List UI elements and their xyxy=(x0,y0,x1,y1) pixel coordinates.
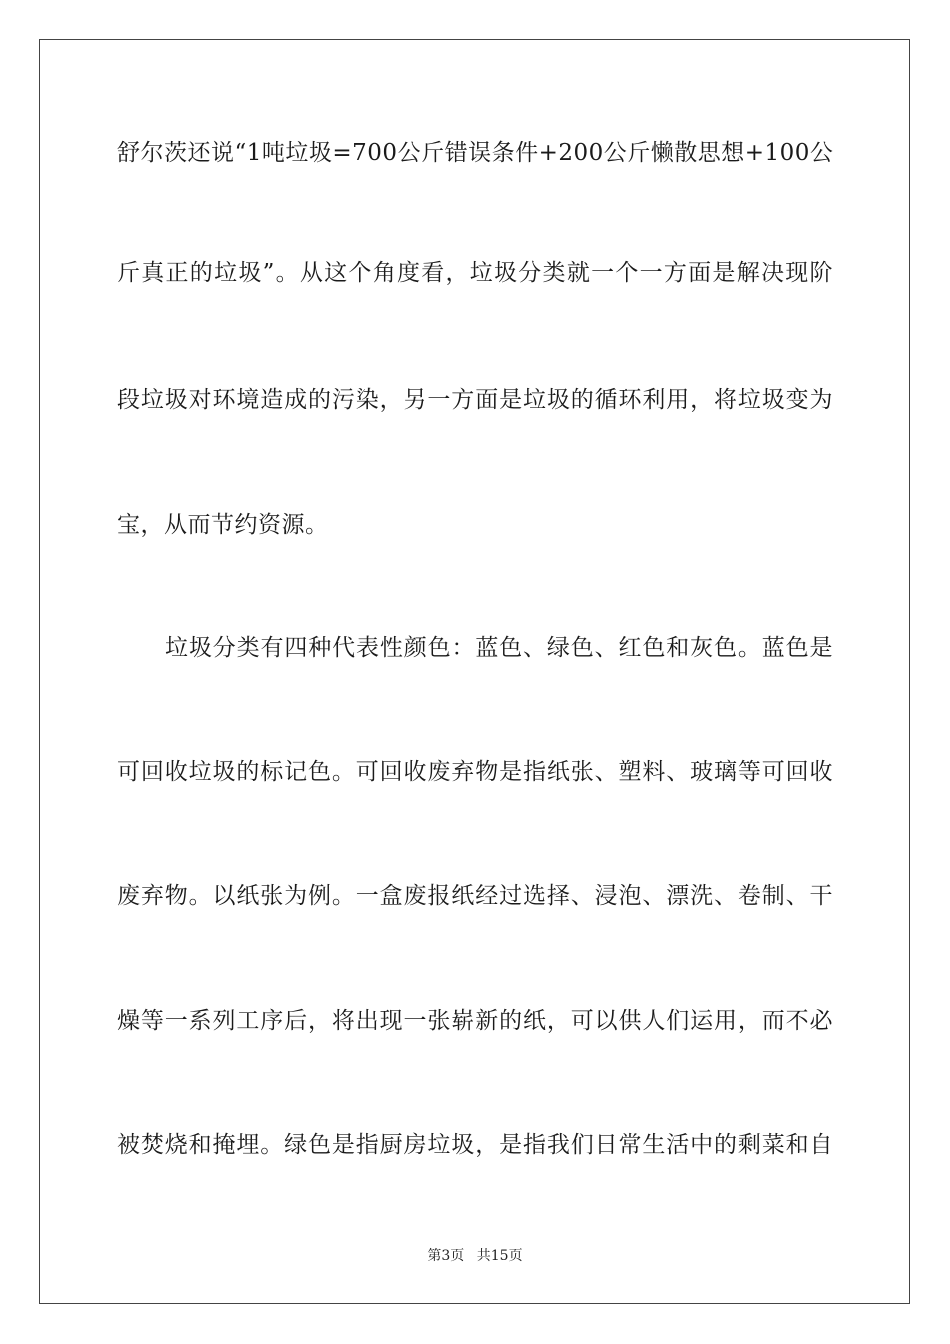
paragraph-1-line-1: 舒尔茨还说“1吨垃圾=700公斤错误条件+200公斤懒散思想+100公 xyxy=(117,140,834,166)
paragraph-1-line-4: 宝，从而节约资源。 xyxy=(117,512,329,538)
paragraph-2-line-4: 燥等一系列工序后，将出现一张崭新的纸，可以供人们运用，而不必 xyxy=(117,1008,833,1034)
page-number: 第3页 xyxy=(427,1248,465,1264)
paragraph-2-line-1: 垃圾分类有四种代表性颜色：蓝色、绿色、红色和灰色。蓝色是 xyxy=(165,635,833,661)
paragraph-2-line-2: 可回收垃圾的标记色。可回收废弃物是指纸张、塑料、玻璃等可回收 xyxy=(117,759,833,785)
paragraph-2-line-3: 废弃物。以纸张为例。一盒废报纸经过选择、浸泡、漂洗、卷制、干 xyxy=(117,883,833,909)
page-footer xyxy=(0,1247,950,1265)
paragraph-2-line-5: 被焚烧和掩埋。绿色是指厨房垃圾，是指我们日常生活中的剩菜和自 xyxy=(117,1132,833,1158)
paragraph-1-line-2: 斤真正的垃圾”。从这个角度看，垃圾分类就一个一方面是解决现阶 xyxy=(117,260,833,286)
page-total: 共15页 xyxy=(476,1248,523,1264)
page-border xyxy=(39,39,910,1304)
paragraph-1-line-3: 段垃圾对环境造成的污染，另一方面是垃圾的循环利用，将垃圾变为 xyxy=(117,387,833,413)
